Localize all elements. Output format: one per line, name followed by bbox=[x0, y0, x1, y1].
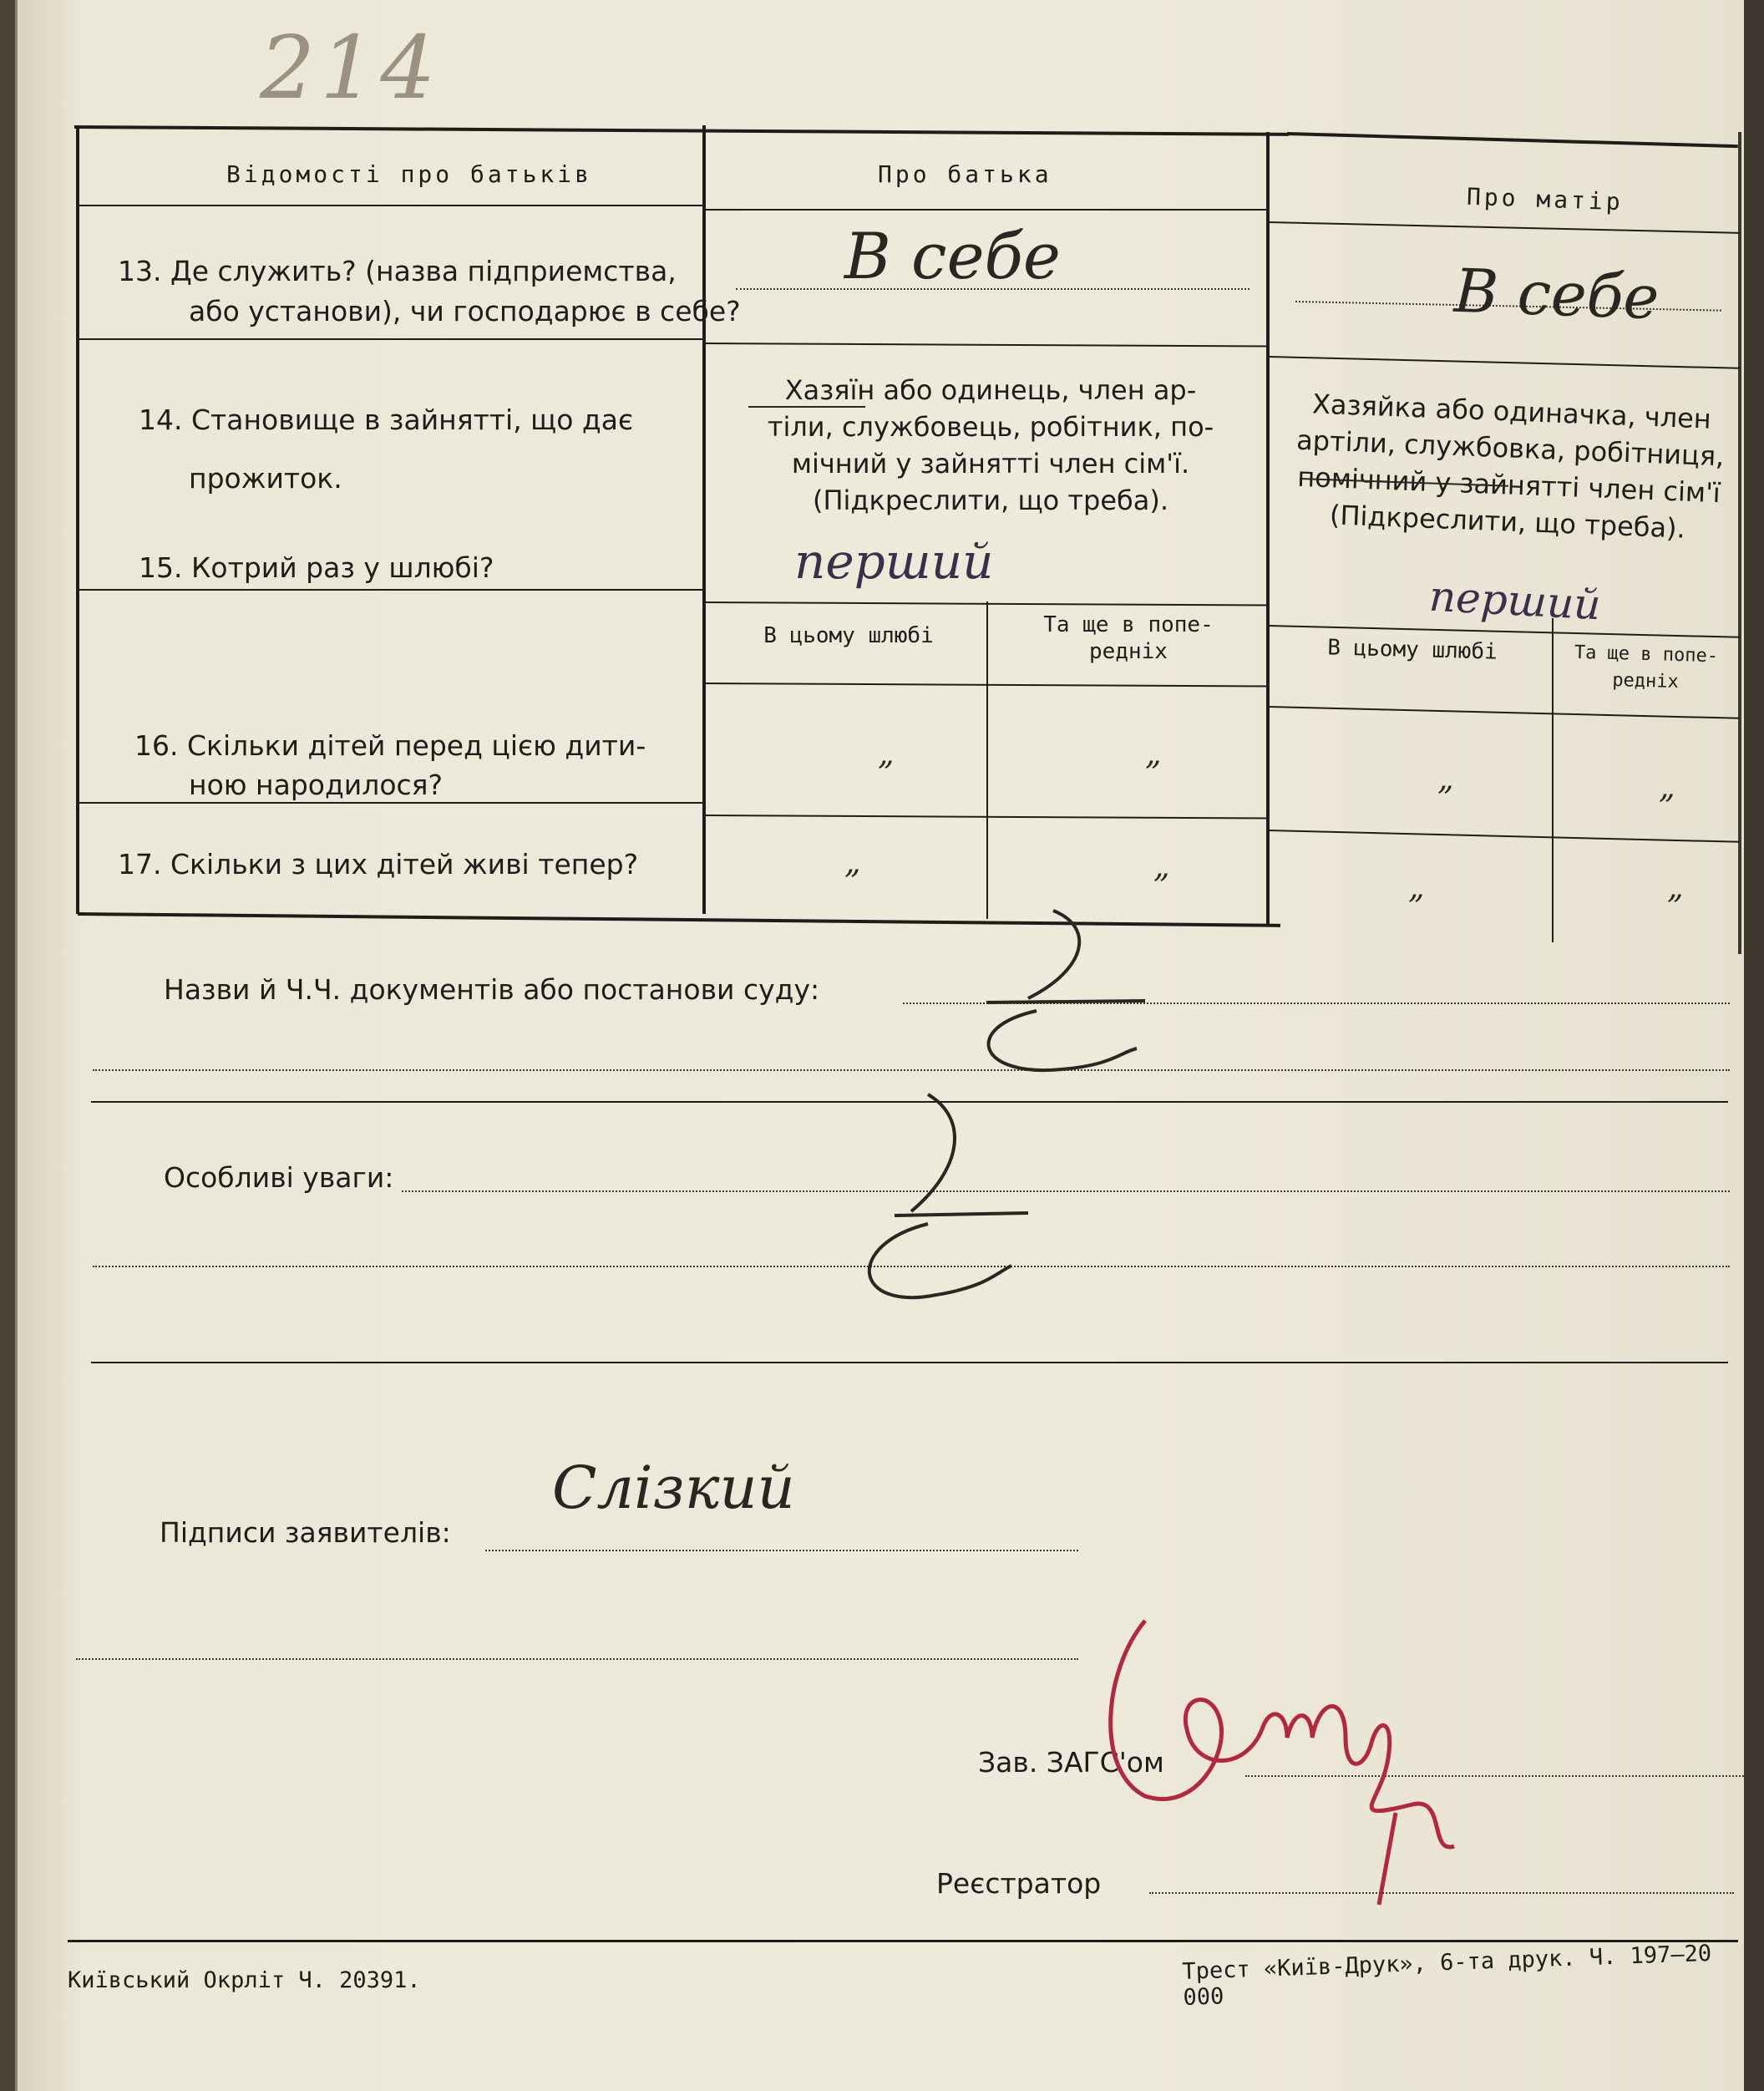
notes-rule bbox=[91, 1362, 1728, 1363]
father-previous-header-l1: Та ще в попе- bbox=[1043, 612, 1214, 637]
r17-father-prev: „ bbox=[1153, 848, 1170, 885]
notes-label: Особливі уваги: bbox=[164, 1161, 394, 1194]
question-13-line1: 13. Де служить? (назва підприемства, bbox=[118, 255, 677, 287]
mother-options-line3: помічний у зайнятті член сім'ї bbox=[1296, 460, 1721, 510]
question-16-line1: 16. Скільки дітей перед цією дити- bbox=[134, 729, 646, 762]
mother-this-marriage-header: В цьому шлюбі bbox=[1326, 635, 1498, 665]
father-options-line2: тіли, службовець, робітник, по- bbox=[767, 411, 1214, 443]
question-17: 17. Скільки з цих дітей живі тепер? bbox=[118, 848, 639, 881]
head-label: Зав. ЗАГС'ом bbox=[978, 1746, 1164, 1779]
r17-mother-prev: „ bbox=[1667, 869, 1684, 906]
father-marriage-count-value: перший bbox=[794, 533, 994, 590]
father-options-line1: Хазяїн або одинець, член ар- bbox=[784, 374, 1197, 406]
mother-options-line4: (Підкреслити, що треба). bbox=[1329, 499, 1686, 545]
question-14-line1: 14. Становище в зайнятті, що дає bbox=[139, 403, 634, 436]
footer-right-print: Трест «Київ-Друк», 6-та друк. Ч. 197—20 000 bbox=[1181, 1940, 1712, 2011]
father-previous-header-l2: редніх bbox=[1089, 639, 1168, 664]
question-13-line2: або установи), чи господарює в себе? bbox=[189, 295, 741, 327]
father-this-marriage-header: В цьому шлюбі bbox=[763, 623, 934, 648]
archive-number: 214 bbox=[260, 17, 441, 119]
registrar-label: Реєстратор bbox=[936, 1867, 1102, 1900]
mother-workplace-value: В себе bbox=[1452, 255, 1660, 333]
mother-options-line2: артіли, службовка, робітниця, bbox=[1295, 424, 1725, 473]
documents-label: Назви й Ч.Ч. документів або постанови суду: bbox=[164, 973, 820, 1006]
binding-edge bbox=[0, 0, 15, 2091]
mother-occupation-options bbox=[1277, 384, 1741, 549]
signatures-field-line2 bbox=[76, 1658, 1078, 1660]
father-occupation-options bbox=[723, 372, 1258, 519]
header-mother: Про матір bbox=[1466, 182, 1625, 216]
mother-previous-header bbox=[1555, 639, 1736, 698]
signatures-field-line bbox=[485, 1550, 1078, 1551]
notes-dash-mark bbox=[819, 1086, 1053, 1320]
question-16-line2: ною народилося? bbox=[189, 769, 444, 801]
question-14-line2: прожиток. bbox=[189, 462, 342, 495]
applicant-signature: Слізкий bbox=[552, 1454, 795, 1522]
r17-mother-this: „ bbox=[1408, 869, 1425, 906]
r16-mother-prev: „ bbox=[1659, 769, 1675, 805]
r16-father-prev: „ bbox=[1145, 735, 1162, 772]
father-options-line3: мічний у зайнятті член сім'ї. bbox=[791, 448, 1190, 480]
page-edge-shadow bbox=[1744, 0, 1764, 2091]
mother-options-line1: Хазяйка або одиначка, член bbox=[1311, 388, 1712, 435]
footer-left-print: Київський Окрліт Ч. 20391. bbox=[68, 1967, 421, 1993]
r16-father-this: „ bbox=[878, 735, 895, 772]
head-signature-red bbox=[1095, 1604, 1563, 1955]
r16-mother-this: „ bbox=[1437, 760, 1454, 797]
father-underline-mark bbox=[748, 406, 865, 408]
registrar-field-line bbox=[1149, 1892, 1734, 1894]
father-workplace-value: В себе bbox=[844, 219, 1061, 293]
mother-marriage-count-value: перший bbox=[1427, 571, 1602, 630]
footer-rule bbox=[68, 1940, 1738, 1942]
document-page bbox=[15, 0, 1746, 2091]
documents-field-line2 bbox=[93, 1069, 1730, 1071]
mother-previous-header-l1: Та ще в попе- bbox=[1574, 642, 1719, 667]
question-15: 15. Котрий раз у шлюбі? bbox=[139, 551, 494, 584]
header-parents-info: Відомості про батьків bbox=[226, 160, 593, 188]
father-previous-header bbox=[991, 612, 1266, 665]
father-options-line4: (Підкреслити, що треба). bbox=[812, 485, 1169, 516]
mother-previous-header-l2: редніх bbox=[1612, 669, 1680, 693]
notes-field-line1 bbox=[402, 1190, 1730, 1192]
r17-father-this: „ bbox=[844, 844, 861, 881]
signatures-label: Підписи заявителів: bbox=[160, 1516, 451, 1549]
documents-dash-mark bbox=[928, 902, 1162, 1094]
header-father: Про батька bbox=[878, 160, 1052, 188]
